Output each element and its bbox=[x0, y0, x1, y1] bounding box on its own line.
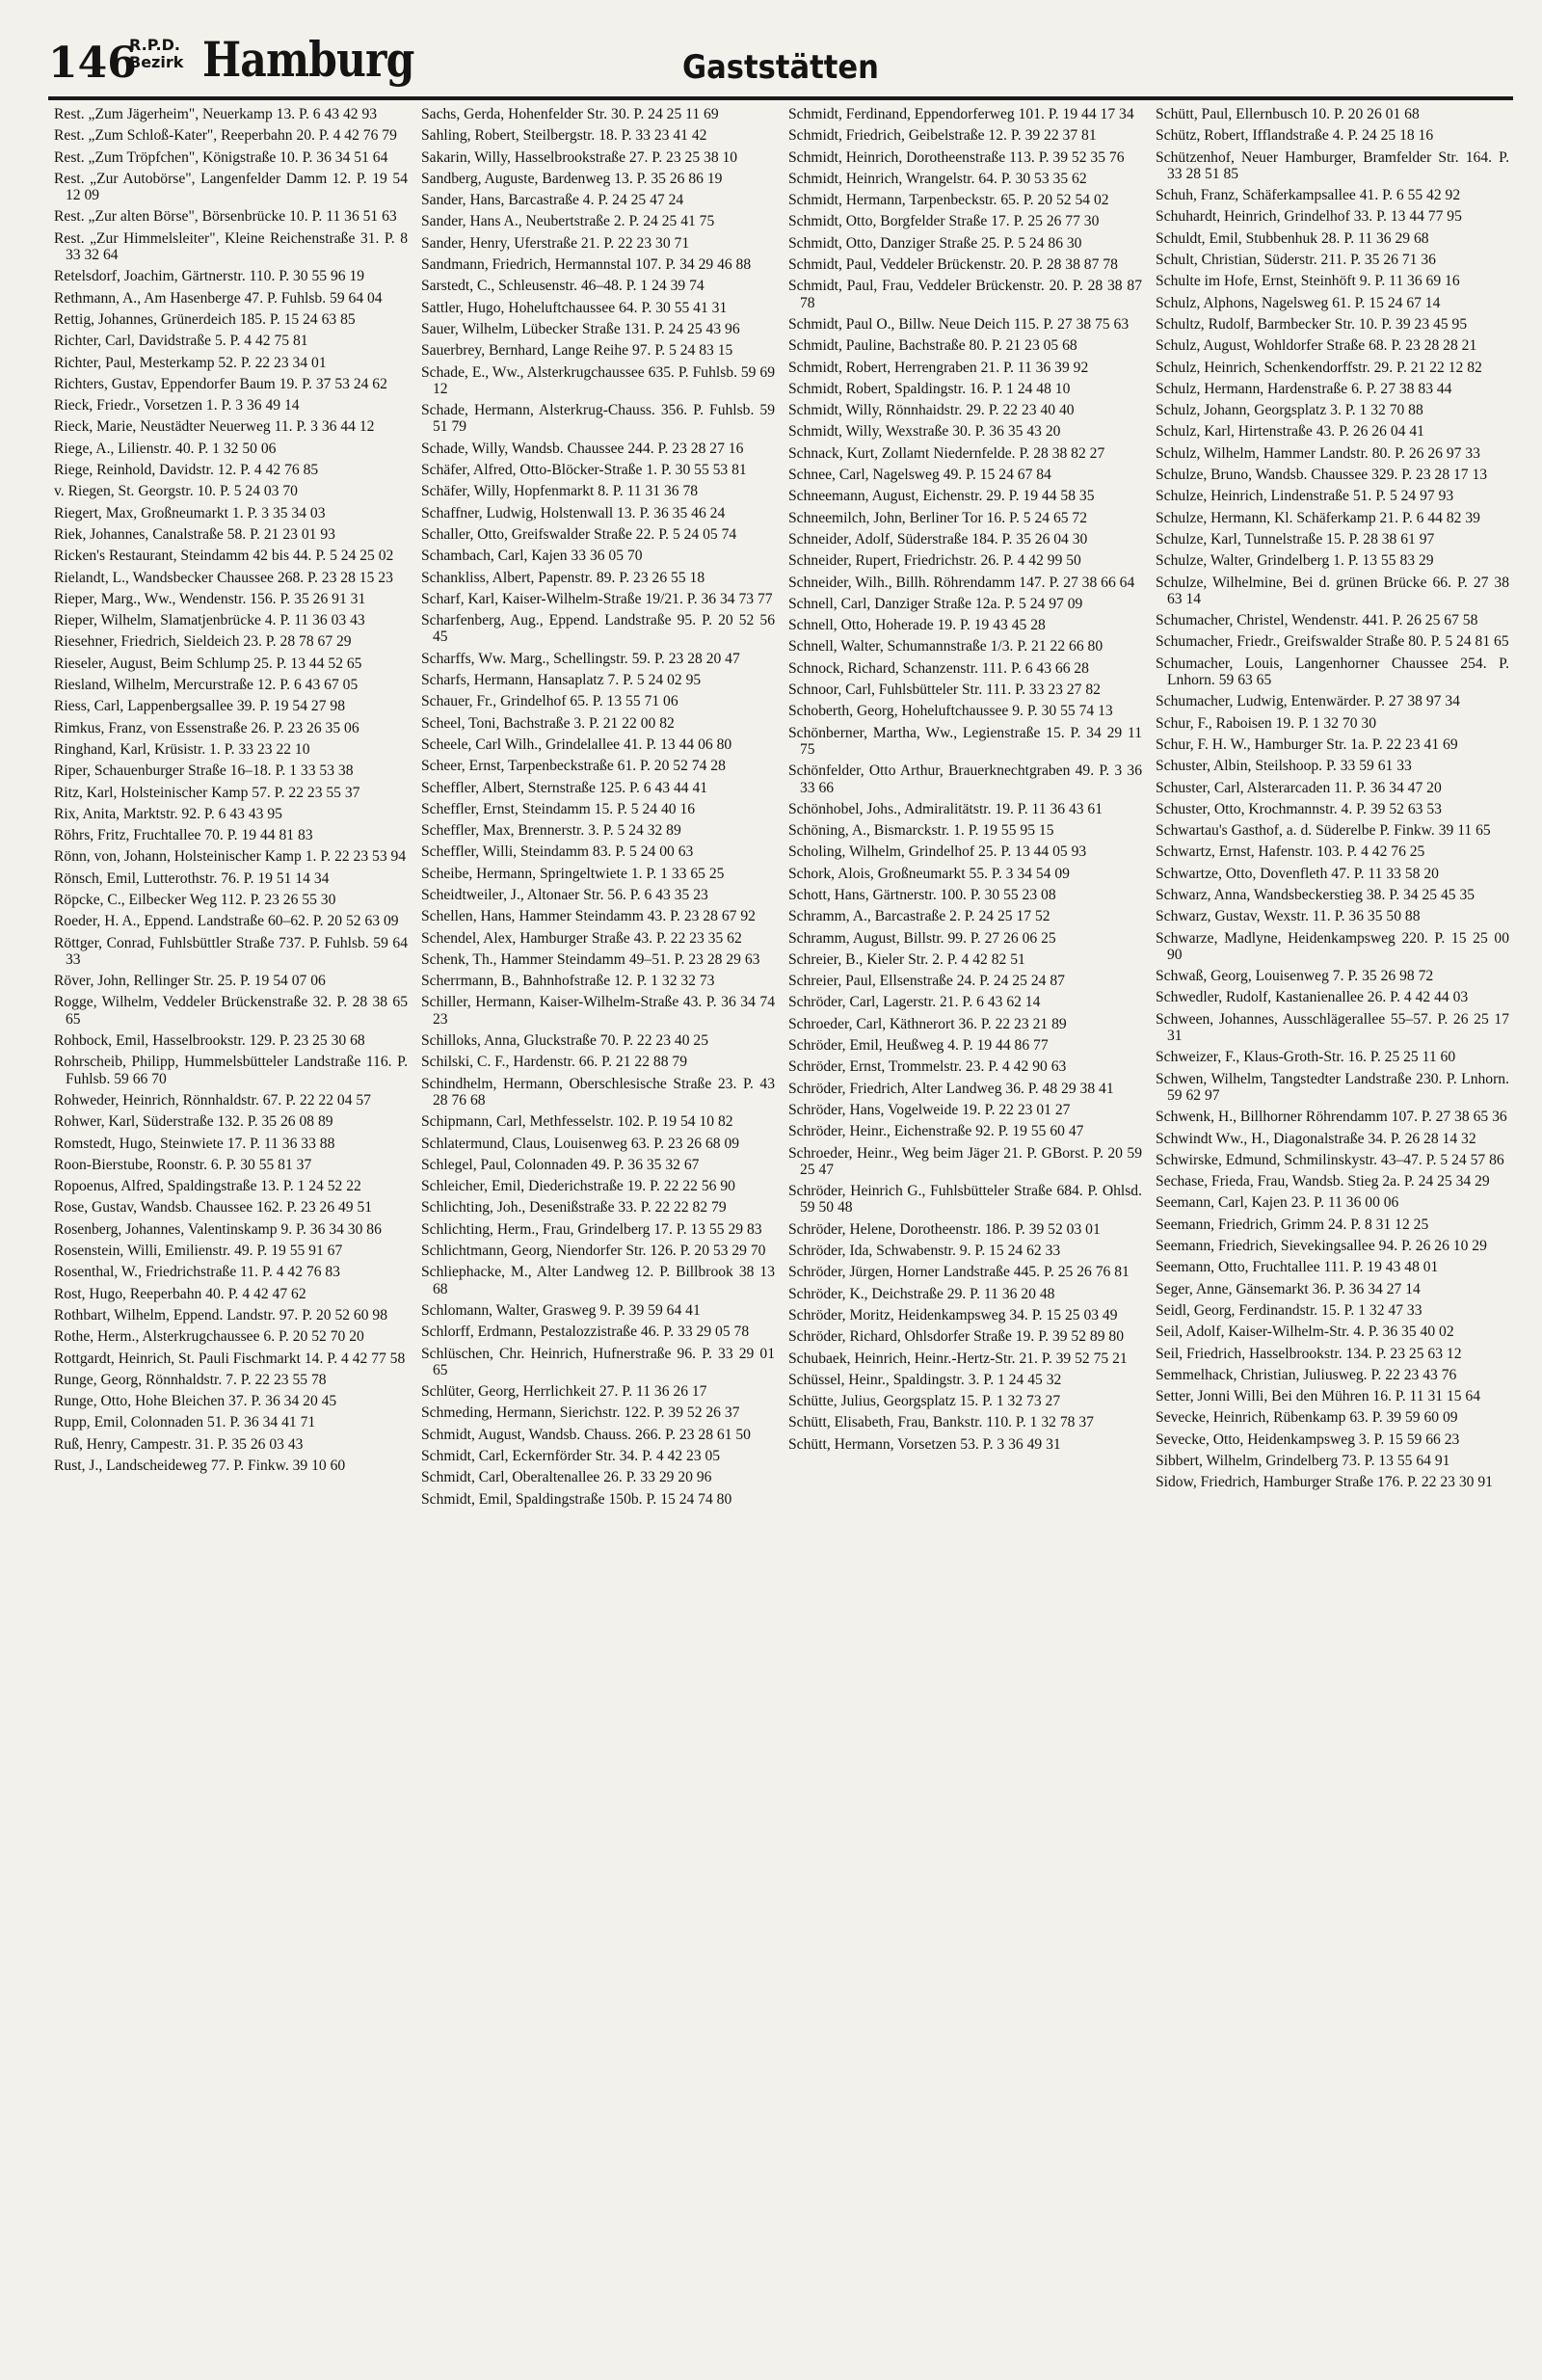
listing-entry: Roeder, H. A., Eppend. Landstraße 60–62. P. 20 52 63 09 bbox=[54, 913, 399, 930]
header-rule bbox=[48, 96, 1513, 100]
listing-entry: Schultz, Rudolf, Barmbecker Str. 10. P. 39 23 45 95 bbox=[1156, 315, 1468, 333]
listing-entry: Schneemilch, John, Berliner Tor 16. P. 5 24 65 72 bbox=[788, 509, 1088, 526]
listing-entry: Ropoenus, Alfred, Spaldingstraße 13. P. 1 24 52 22 bbox=[54, 1178, 361, 1195]
listing-entry: Rieseler, August, Beim Schlump 25. P. 13 44 52 65 bbox=[54, 655, 362, 672]
listing-entry: Schnell, Otto, Hoherade 19. P. 19 43 45 28 bbox=[788, 617, 1046, 634]
listing-entry: Schulz, August, Wohldorfer Straße 68. P. 23 28 28 21 bbox=[1156, 337, 1477, 355]
listing-entry: Riek, Johannes, Canalstraße 58. P. 21 23 01 93 bbox=[54, 525, 335, 543]
listing-entry: Seil, Adolf, Kaiser-Wilhelm-Str. 4. P. 36 35 40 02 bbox=[1156, 1324, 1454, 1341]
listing-entry: Schulz, Johann, Georgsplatz 3. P. 1 32 70 88 bbox=[1156, 402, 1423, 419]
listing-entry: Schwarz, Anna, Wandsbeckerstieg 38. P. 34 25 45 35 bbox=[1156, 886, 1476, 903]
listing-entry: Schmidt, August, Wandsb. Chauss. 266. P. 23 28 61 50 bbox=[421, 1426, 751, 1443]
listing-entry: Schmidt, Robert, Spaldingstr. 16. P. 1 24 48 10 bbox=[788, 380, 1071, 397]
listing-entry: Schnell, Walter, Schumannstraße 1/3. P. 21 22 66 80 bbox=[788, 638, 1103, 655]
listing-entry: Schuhardt, Heinrich, Grindelhof 33. P. 13 44 77 95 bbox=[1156, 208, 1462, 226]
listing-entry: Schwartze, Otto, Dovenfleth 47. P. 11 33 58 20 bbox=[1156, 865, 1439, 882]
listing-entry: Röhrs, Fritz, Fruchtallee 70. P. 19 44 81 83 bbox=[54, 827, 313, 844]
listing-entry: Schütt, Paul, Ellernbusch 10. P. 20 26 01 68 bbox=[1156, 106, 1420, 122]
listing-entry: Sakarin, Willy, Hasselbrookstraße 27. P. 23 25 38 10 bbox=[421, 148, 738, 166]
listing-entry: Schmidt, Emil, Spaldingstraße 150b. P. 15 24 74 80 bbox=[421, 1490, 732, 1508]
listing-entry: Scholing, Wilhelm, Grindelhof 25. P. 13 44 05 93 bbox=[788, 843, 1087, 861]
listing-entry: Schmidt, Heinrich, Wrangelstr. 64. P. 30 53 35 62 bbox=[788, 170, 1087, 187]
listing-entry: Schröder, Helene, Dorotheenstr. 186. P. 39 52 03 01 bbox=[788, 1220, 1101, 1238]
listing-entry: Rogge, Wilhelm, Veddeler Brückenstraße 32. P. 28 38 65 65 bbox=[54, 994, 408, 1028]
listing-columns bbox=[54, 106, 1509, 2352]
listing-entry: Scheffler, Albert, Sternstraße 125. P. 6 43 44 41 bbox=[421, 779, 708, 796]
listing-entry: v. Riegen, St. Georgstr. 10. P. 5 24 03 70 bbox=[54, 483, 298, 500]
listing-entry: Riegert, Max, Großneumarkt 1. P. 3 35 34 03 bbox=[54, 504, 326, 521]
listing-entry: Schulze, Wilhelmine, Bei d. grünen Brücke 66. P. 27 38 63 14 bbox=[1156, 574, 1509, 607]
listing-entry: Schmidt, Hermann, Tarpenbeckstr. 65. P. 20 52 54 02 bbox=[788, 192, 1109, 209]
listing-entry: Schwartau's Gasthof, a. d. Süderelbe P. Finkw. 39 11 65 bbox=[1156, 822, 1491, 840]
district-label-line-1: R.P.D. bbox=[129, 36, 180, 54]
listing-entry: Schröder, Richard, Ohlsdorfer Straße 19. P. 39 52 89 80 bbox=[788, 1328, 1125, 1346]
listing-entry: Röpcke, C., Eilbecker Weg 112. P. 23 26 55 30 bbox=[54, 891, 336, 908]
listing-entry: Rönn, von, Johann, Holsteinischer Kamp 1. P. 22 23 53 94 bbox=[54, 848, 407, 866]
listing-entry: Scheidtweiler, J., Altonaer Str. 56. P. 6 43 35 23 bbox=[421, 886, 708, 903]
listing-entry: Schulz, Karl, Hirtenstraße 43. P. 26 26 04 41 bbox=[1156, 423, 1424, 441]
listing-entry: Schreier, Paul, Ellsenstraße 24. P. 24 25 24 87 bbox=[788, 973, 1065, 990]
listing-entry: Riesland, Wilhelm, Mercurstraße 12. P. 6 43 67 05 bbox=[54, 677, 359, 694]
listing-entry: Schnee, Carl, Nagelsweg 49. P. 15 24 67 84 bbox=[788, 467, 1051, 484]
listing-entry: Scharfs, Hermann, Hansaplatz 7. P. 5 24 02 95 bbox=[421, 672, 702, 689]
listing-entry: Schoberth, Georg, Hoheluftchaussee 9. P. 30 55 74 13 bbox=[788, 703, 1113, 720]
listing-entry: Sechase, Frieda, Frau, Wandsb. Stieg 2a. P. 24 25 34 29 bbox=[1156, 1173, 1490, 1190]
listing-entry: Riege, Reinhold, Davidstr. 12. P. 4 42 76 85 bbox=[54, 462, 319, 479]
listing-entry: Schur, F., Raboisen 19. P. 1 32 70 30 bbox=[1156, 714, 1377, 732]
listing-entry: Schuster, Albin, Steilshoop. P. 33 59 61 33 bbox=[1156, 758, 1412, 775]
listing-entry: Rothe, Herm., Alsterkrugchaussee 6. P. 20 52 70 20 bbox=[54, 1328, 364, 1346]
listing-entry: Schröder, Ida, Schwabenstr. 9. P. 15 24 62 33 bbox=[788, 1243, 1061, 1260]
listing-entry: Schlatermund, Claus, Louisenweg 63. P. 23 26 68 09 bbox=[421, 1135, 740, 1152]
listing-entry: Schmeding, Hermann, Sierichstr. 122. P. 39 52 26 37 bbox=[421, 1404, 740, 1422]
listing-entry: Schmidt, Friedrich, Geibelstraße 12. P. 39 22 37 81 bbox=[788, 127, 1097, 145]
listing-entry: Schütt, Hermann, Vorsetzen 53. P. 3 36 49 31 bbox=[788, 1435, 1061, 1453]
listing-entry: Schütt, Elisabeth, Frau, Bankstr. 110. P. 1 32 78 37 bbox=[788, 1414, 1094, 1431]
listing-entry: Schaffner, Ludwig, Holstenwall 13. P. 36 35 46 24 bbox=[421, 504, 726, 521]
listing-entry: Schmidt, Paul, Frau, Veddeler Brückenstr. 20. P. 28 38 87 78 bbox=[788, 278, 1142, 311]
listing-entry: Schneider, Adolf, Süderstraße 184. P. 35 26 04 30 bbox=[788, 530, 1088, 548]
listing-entry: Schnell, Carl, Danziger Straße 12a. P. 5 24 97 09 bbox=[788, 595, 1083, 612]
listing-entry: Schneider, Rupert, Friedrichstr. 26. P. 4 42 99 50 bbox=[788, 552, 1081, 570]
listing-entry: Romstedt, Hugo, Steinwiete 17. P. 11 36 33 88 bbox=[54, 1135, 335, 1152]
listing-entry: Schmidt, Paul, Veddeler Brückenstr. 20. P. 28 38 87 78 bbox=[788, 256, 1118, 274]
listing-entry: Schuster, Carl, Alsterarcaden 11. P. 36 34 47 20 bbox=[1156, 779, 1442, 796]
listing-entry: Scheel, Toni, Bachstraße 3. P. 21 22 00 82 bbox=[421, 714, 675, 732]
listing-entry: Seemann, Otto, Fruchtallee 111. P. 19 43 48 01 bbox=[1156, 1259, 1439, 1276]
listing-entry: Schuldt, Emil, Stubbenhuk 28. P. 11 36 29 68 bbox=[1156, 229, 1429, 247]
district-label-line-2: Bezirk bbox=[129, 53, 184, 71]
listing-entry: Retelsdorf, Joachim, Gärtnerstr. 110. P. 30 55 96 19 bbox=[54, 268, 365, 285]
listing-entry: Schumacher, Louis, Langenhorner Chaussee 254. P. Lnhorn. 59 63 65 bbox=[1156, 655, 1509, 689]
listing-column-2 bbox=[421, 106, 775, 2352]
listing-entry: Schmidt, Otto, Danziger Straße 25. P. 5 24 86 30 bbox=[788, 234, 1082, 252]
listing-entry: Semmelhack, Christian, Juliusweg. P. 22 23 43 76 bbox=[1156, 1366, 1457, 1383]
listing-entry: Schleicher, Emil, Diederichstraße 19. P. 22 22 56 90 bbox=[421, 1178, 735, 1195]
listing-entry: Sandmann, Friedrich, Hermannstal 107. P. 34 29 46 88 bbox=[421, 256, 752, 274]
listing-entry: Schwarz, Gustav, Wexstr. 11. P. 36 35 50 88 bbox=[1156, 908, 1421, 925]
listing-entry: Schnock, Richard, Schanzenstr. 111. P. 6 43 66 28 bbox=[788, 659, 1089, 677]
listing-entry: Schröder, Heinr., Eichenstraße 92. P. 19 55 60 47 bbox=[788, 1123, 1084, 1140]
listing-entry: Rosenstein, Willi, Emilienstr. 49. P. 19 55 91 67 bbox=[54, 1243, 343, 1260]
listing-entry: Scheibe, Hermann, Springeltwiete 1. P. 1 33 65 25 bbox=[421, 865, 725, 882]
listing-entry: Scheer, Ernst, Tarpenbeckstraße 61. P. 20 52 74 28 bbox=[421, 758, 726, 775]
listing-entry: Scharffs, Ww. Marg., Schellingstr. 59. P. 23 28 20 47 bbox=[421, 650, 740, 667]
listing-entry: Schade, Hermann, Alsterkrug-Chauss. 356. P. Fuhlsb. 59 51 79 bbox=[421, 402, 775, 436]
section-title: Gaststätten bbox=[682, 48, 879, 87]
listing-entry: Schröder, Emil, Heußweg 4. P. 19 44 86 77 bbox=[788, 1037, 1049, 1055]
listing-entry: Sandberg, Auguste, Bardenweg 13. P. 35 26 86 19 bbox=[421, 170, 723, 187]
listing-entry: Schmidt, Pauline, Bachstraße 80. P. 21 23 05 68 bbox=[788, 337, 1077, 355]
listing-entry: Schlichting, Joh., Desenißstraße 33. P. 22 22 82 79 bbox=[421, 1199, 727, 1217]
listing-entry: Sevecke, Heinrich, Rübenkamp 63. P. 39 59 60 09 bbox=[1156, 1409, 1458, 1427]
listing-entry: Schröder, Hans, Vogelweide 19. P. 22 23 01 27 bbox=[788, 1101, 1071, 1118]
listing-entry: Sevecke, Otto, Heidenkampsweg 3. P. 15 59 66 23 bbox=[1156, 1431, 1460, 1448]
listing-entry: Sachs, Gerda, Hohenfelder Str. 30. P. 24 25 11 69 bbox=[421, 106, 719, 122]
listing-entry: Schumacher, Friedr., Greifswalder Straße 80. P. 5 24 81 65 bbox=[1156, 633, 1509, 651]
listing-entry: Schubaek, Heinrich, Heinr.-Hertz-Str. 21. P. 39 52 75 21 bbox=[788, 1350, 1128, 1367]
listing-entry: Schmidt, Otto, Borgfelder Straße 17. P. 25 26 77 30 bbox=[788, 213, 1100, 230]
listing-entry: Rieper, Wilhelm, Slamatjenbrücke 4. P. 11 36 03 43 bbox=[54, 612, 365, 629]
listing-entry: Schmidt, Paul O., Billw. Neue Deich 115. P. 27 38 75 63 bbox=[788, 315, 1130, 333]
listing-entry: Seidl, Georg, Ferdinandstr. 15. P. 1 32 47 33 bbox=[1156, 1301, 1422, 1319]
listing-entry: Rest. „Zur Himmelsleiter", Kleine Reichenstraße 31. P. 8 33 32 64 bbox=[54, 229, 408, 264]
listing-entry: Ricken's Restaurant, Steindamm 42 bis 44. P. 5 24 25 02 bbox=[54, 548, 394, 565]
listing-entry: Rohwer, Karl, Süderstraße 132. P. 35 26 08 89 bbox=[54, 1113, 333, 1131]
listing-entry: Schulze, Hermann, Kl. Schäferkamp 21. P. 6 44 82 39 bbox=[1156, 509, 1480, 526]
listing-entry: Rethmann, A., Am Hasenberge 47. P. Fuhlsb. 59 64 04 bbox=[54, 289, 383, 307]
listing-entry: Schützenhof, Neuer Hamburger, Bramfelder Str. 164. P. 33 28 51 85 bbox=[1156, 148, 1509, 182]
listing-entry: Riege, A., Lilienstr. 40. P. 1 32 50 06 bbox=[54, 440, 277, 457]
listing-column-4 bbox=[1156, 106, 1509, 2352]
listing-entry: Schramm, August, Billstr. 99. P. 27 26 06 25 bbox=[788, 929, 1056, 947]
listing-entry: Scheffler, Ernst, Steindamm 15. P. 5 24 40 16 bbox=[421, 800, 696, 817]
listing-entry: Schramm, A., Barcastraße 2. P. 24 25 17 52 bbox=[788, 908, 1050, 925]
listing-entry: Scherrmann, B., Bahnhofstraße 12. P. 1 32 32 73 bbox=[421, 973, 715, 990]
listing-entry: Schröder, K., Deichstraße 29. P. 11 36 20 48 bbox=[788, 1285, 1055, 1302]
listing-entry: Seger, Anne, Gänsemarkt 36. P. 36 34 27 14 bbox=[1156, 1280, 1421, 1297]
listing-column-1 bbox=[54, 106, 408, 2352]
listing-entry: Schweizer, F., Klaus-Groth-Str. 16. P. 25 25 11 60 bbox=[1156, 1049, 1456, 1066]
listing-entry: Schulte im Hofe, Ernst, Steinhöft 9. P. 11 36 69 16 bbox=[1156, 273, 1460, 290]
listing-entry: Seemann, Friedrich, Sievekingsallee 94. P. 26 26 10 29 bbox=[1156, 1238, 1487, 1255]
listing-entry: Schindhelm, Hermann, Oberschlesische Straße 23. P. 43 28 76 68 bbox=[421, 1075, 775, 1109]
listing-entry: Schilski, C. F., Hardenstr. 66. P. 21 22 88 79 bbox=[421, 1054, 687, 1071]
listing-entry: Schuster, Otto, Krochmannstr. 4. P. 39 52 63 53 bbox=[1156, 800, 1442, 817]
listing-entry: Schröder, Ernst, Trommelstr. 23. P. 4 42 90 63 bbox=[788, 1058, 1067, 1076]
listing-entry: Schnack, Kurt, Zollamt Niedernfelde. P. 28 38 82 27 bbox=[788, 444, 1105, 462]
listing-entry: Sander, Hans A., Neubertstraße 2. P. 24 25 41 75 bbox=[421, 213, 715, 230]
listing-entry: Schroeder, Heinr., Weg beim Jäger 21. P. GBorst. P. 20 59 25 47 bbox=[788, 1144, 1142, 1178]
listing-entry: Schambach, Carl, Kajen 33 36 05 70 bbox=[421, 548, 643, 565]
listing-entry: Schönberner, Martha, Ww., Legienstraße 15. P. 34 29 11 75 bbox=[788, 724, 1142, 758]
listing-entry: Riesehner, Friedrich, Sieldeich 23. P. 28 78 67 29 bbox=[54, 633, 352, 651]
listing-entry: Sattler, Hugo, Hoheluftchaussee 64. P. 30 55 41 31 bbox=[421, 299, 728, 316]
listing-entry: Rest. „Zur Autobörse", Langenfelder Damm 12. P. 19 54 12 09 bbox=[54, 170, 408, 204]
listing-entry: Schipmann, Carl, Methfesselstr. 102. P. 19 54 10 82 bbox=[421, 1113, 733, 1131]
listing-entry: Seil, Friedrich, Hasselbrookstr. 134. P. 23 25 63 12 bbox=[1156, 1345, 1462, 1362]
listing-entry: Schlorff, Erdmann, Pestalozzistraße 46. P. 33 29 05 78 bbox=[421, 1324, 750, 1341]
listing-entry: Schwenk, H., Billhorner Röhrendamm 107. P. 27 38 65 36 bbox=[1156, 1109, 1507, 1126]
listing-entry: Schumacher, Ludwig, Entenwärder. P. 27 38 97 34 bbox=[1156, 693, 1460, 710]
listing-entry: Scharf, Karl, Kaiser-Wilhelm-Straße 19/21. P. 36 34 73 77 bbox=[421, 590, 773, 607]
listing-entry: Rimkus, Franz, von Essenstraße 26. P. 23 26 35 06 bbox=[54, 719, 359, 736]
listing-entry: Scheele, Carl Wilh., Grindelallee 41. P. 13 44 06 80 bbox=[421, 735, 732, 753]
listing-entry: Schmidt, Willy, Wexstraße 30. P. 36 35 43 20 bbox=[788, 423, 1061, 441]
listing-entry: Schröder, Jürgen, Horner Landstraße 445. P. 25 26 76 81 bbox=[788, 1264, 1130, 1281]
listing-entry: Schork, Alois, Großneumarkt 55. P. 3 34 54 09 bbox=[788, 865, 1070, 882]
listing-entry: Schröder, Moritz, Heidenkampsweg 34. P. 15 25 03 49 bbox=[788, 1306, 1118, 1324]
listing-entry: Schröder, Carl, Lagerstr. 21. P. 6 43 62 14 bbox=[788, 994, 1041, 1011]
listing-entry: Rose, Gustav, Wandsb. Chaussee 162. P. 23 26 49 51 bbox=[54, 1199, 373, 1217]
listing-entry: Rielandt, L., Wandsbecker Chaussee 268. P. 23 28 15 23 bbox=[54, 569, 393, 586]
listing-entry: Schlüschen, Chr. Heinrich, Hufnerstraße 96. P. 33 29 01 65 bbox=[421, 1345, 775, 1378]
listing-entry: Schulze, Heinrich, Lindenstraße 51. P. 5 24 97 93 bbox=[1156, 488, 1454, 505]
listing-entry: Schott, Hans, Gärtnerstr. 100. P. 30 55 23 08 bbox=[788, 886, 1056, 903]
listing-entry: Schliephacke, M., Alter Landweg 12. P. Billbrook 38 13 68 bbox=[421, 1264, 775, 1297]
listing-entry: Rest. „Zum Tröpfchen", Königstraße 10. P. 36 34 51 64 bbox=[54, 148, 388, 166]
city-name: Hamburg bbox=[202, 31, 414, 88]
listing-entry: Schenk, Th., Hammer Steindamm 49–51. P. 23 28 29 63 bbox=[421, 950, 760, 968]
listing-entry: Rupp, Emil, Colonnaden 51. P. 36 34 41 71 bbox=[54, 1414, 316, 1431]
listing-entry: Schilloks, Anna, Gluckstraße 70. P. 22 23 40 25 bbox=[421, 1032, 709, 1050]
listing-entry: Schulz, Alphons, Nagelsweg 61. P. 15 24 67 14 bbox=[1156, 294, 1441, 311]
listing-entry: Sarstedt, C., Schleusenstr. 46–48. P. 1 24 39 74 bbox=[421, 278, 705, 295]
listing-entry: Schulz, Heinrich, Schenkendorffstr. 29. P. 21 22 12 82 bbox=[1156, 359, 1482, 376]
listing-entry: Schiller, Hermann, Kaiser-Wilhelm-Straße 43. P. 36 34 74 23 bbox=[421, 994, 775, 1028]
listing-entry: Sibbert, Wilhelm, Grindelberg 73. P. 13 55 64 91 bbox=[1156, 1453, 1450, 1469]
listing-entry: Schade, E., Ww., Alsterkrugchaussee 635. P. Fuhlsb. 59 69 12 bbox=[421, 363, 775, 397]
listing-entry: Rust, J., Landscheideweg 77. P. Finkw. 39 10 60 bbox=[54, 1457, 346, 1474]
listing-entry: Schuh, Franz, Schäferkampsallee 41. P. 6 55 42 92 bbox=[1156, 187, 1461, 204]
listing-entry: Schwen, Wilhelm, Tangstedter Landstraße 230. P. Lnhorn. 59 62 97 bbox=[1156, 1070, 1509, 1104]
listing-entry: Scheffler, Willi, Steindamm 83. P. 5 24 00 63 bbox=[421, 843, 694, 861]
listing-entry: Schmidt, Carl, Eckernförder Str. 34. P. 4 42 23 05 bbox=[421, 1448, 721, 1464]
listing-entry: Ritz, Karl, Holsteinischer Kamp 57. P. 22 23 55 37 bbox=[54, 784, 360, 801]
listing-entry: Schlichtmann, Georg, Niendorfer Str. 126. P. 20 53 29 70 bbox=[421, 1243, 766, 1260]
listing-entry: Rest. „Zur alten Börse", Börsenbrücke 10. P. 11 36 51 63 bbox=[54, 208, 397, 226]
listing-entry: Schmidt, Ferdinand, Eppendorferweg 101. P. 19 44 17 34 bbox=[788, 106, 1134, 122]
listing-entry: Sidow, Friedrich, Hamburger Straße 176. P. 22 23 30 91 bbox=[1156, 1474, 1493, 1491]
listing-entry: Schütz, Robert, Ifflandstraße 4. P. 24 25 18 16 bbox=[1156, 127, 1434, 145]
listing-entry: Riess, Carl, Lappenbergsallee 39. P. 19 54 27 98 bbox=[54, 698, 346, 715]
listing-entry: Schendel, Alex, Hamburger Straße 43. P. 22 23 35 62 bbox=[421, 929, 742, 947]
listing-entry: Rest. „Zum Schloß-Kater", Reeperbahn 20. P. 4 42 76 79 bbox=[54, 127, 397, 145]
listing-entry: Schwaß, Georg, Louisenweg 7. P. 35 26 98 72 bbox=[1156, 968, 1434, 985]
listing-entry: Schellen, Hans, Hammer Steindamm 43. P. 23 28 67 92 bbox=[421, 908, 756, 925]
listing-entry: Riper, Schauenburger Straße 16–18. P. 1 33 53 38 bbox=[54, 762, 354, 780]
listing-entry: Schumacher, Christel, Wendenstr. 441. P. 26 25 67 58 bbox=[1156, 612, 1478, 629]
listing-entry: Schlüter, Georg, Herrlichkeit 27. P. 11 36 26 17 bbox=[421, 1383, 707, 1401]
listing-entry: Schäfer, Willy, Hopfenmarkt 8. P. 11 31 36 78 bbox=[421, 483, 699, 500]
listing-entry: Schönfelder, Otto Arthur, Brauerknechtgraben 49. P. 3 36 33 66 bbox=[788, 762, 1142, 796]
listing-entry: Runge, Georg, Rönnhaldstr. 7. P. 22 23 55 78 bbox=[54, 1371, 327, 1388]
listing-entry: Rettig, Johannes, Grünerdeich 185. P. 15 24 63 85 bbox=[54, 310, 356, 328]
listing-entry: Schwartz, Ernst, Hafenstr. 103. P. 4 42 76 25 bbox=[1156, 843, 1425, 861]
listing-entry: Schlegel, Paul, Colonnaden 49. P. 36 35 32 67 bbox=[421, 1156, 700, 1173]
listing-entry: Schlomann, Walter, Grasweg 9. P. 39 59 64 41 bbox=[421, 1301, 701, 1319]
listing-entry: Rost, Hugo, Reeperbahn 40. P. 4 42 47 62 bbox=[54, 1285, 306, 1302]
listing-entry: Schönhobel, Johs., Admiralitätstr. 19. P. 11 36 43 61 bbox=[788, 800, 1103, 817]
listing-entry: Scheffler, Max, Brennerstr. 3. P. 5 24 32 89 bbox=[421, 822, 681, 840]
listing-entry: Rosenberg, Johannes, Valentinskamp 9. P. 36 34 30 86 bbox=[54, 1220, 382, 1238]
listing-entry: Rothbart, Wilhelm, Eppend. Landstr. 97. P. 20 52 60 98 bbox=[54, 1306, 388, 1324]
listing-entry: Rönsch, Emil, Lutterothstr. 76. P. 19 51 14 34 bbox=[54, 869, 330, 887]
listing-entry: Richter, Paul, Mesterkamp 52. P. 22 23 34 01 bbox=[54, 354, 327, 371]
listing-entry: Schütte, Julius, Georgsplatz 15. P. 1 32 73 27 bbox=[788, 1393, 1061, 1410]
listing-entry: Schwindt Ww., H., Diagonalstraße 34. P. 26 28 14 32 bbox=[1156, 1130, 1476, 1147]
listing-entry: Schmidt, Willy, Rönnhaidstr. 29. P. 22 23 40 40 bbox=[788, 402, 1075, 419]
listing-entry: Schult, Christian, Süderstr. 211. P. 35 26 71 36 bbox=[1156, 252, 1436, 269]
listing-entry: Scharfenberg, Aug., Eppend. Landstraße 95. P. 20 52 56 45 bbox=[421, 612, 775, 646]
listing-entry: Schur, F. H. W., Hamburger Str. 1a. P. 22 23 41 69 bbox=[1156, 735, 1458, 753]
listing-entry: Richters, Gustav, Eppendorfer Baum 19. P. 37 53 24 62 bbox=[54, 375, 387, 392]
listing-entry: Rest. „Zum Jägerheim", Neuerkamp 13. P. 6 43 42 93 bbox=[54, 106, 378, 122]
listing-entry: Rosenthal, W., Friedrichstraße 11. P. 4 42 76 83 bbox=[54, 1264, 340, 1281]
listing-entry: Ringhand, Karl, Krüsistr. 1. P. 33 23 22 10 bbox=[54, 740, 310, 758]
listing-entry: Schulze, Bruno, Wandsb. Chaussee 329. P. 23 28 17 13 bbox=[1156, 467, 1488, 484]
listing-entry: Schulz, Hermann, Hardenstraße 6. P. 27 38 83 44 bbox=[1156, 380, 1452, 397]
listing-entry: Schäfer, Alfred, Otto-Blöcker-Straße 1. P. 30 55 53 81 bbox=[421, 462, 747, 479]
listing-entry: Rohweder, Heinrich, Rönnhaldstr. 67. P. 22 22 04 57 bbox=[54, 1091, 371, 1109]
listing-column-3 bbox=[788, 106, 1142, 2352]
listing-entry: Schnoor, Carl, Fuhlsbütteler Str. 111. P. 33 23 27 82 bbox=[788, 682, 1101, 699]
listing-entry: Schulze, Karl, Tunnelstraße 15. P. 28 38 61 97 bbox=[1156, 530, 1435, 548]
listing-entry: Schwarze, Madlyne, Heidenkampsweg 220. P. 15 25 00 90 bbox=[1156, 929, 1509, 963]
listing-entry: Schade, Willy, Wandsb. Chaussee 244. P. 23 28 27 16 bbox=[421, 440, 744, 457]
page-header bbox=[48, 29, 1513, 96]
listing-entry: Richter, Carl, Davidstraße 5. P. 4 42 75 81 bbox=[54, 333, 308, 350]
listing-entry: Schwedler, Rudolf, Kastanienallee 26. P. 4 42 44 03 bbox=[1156, 989, 1469, 1006]
listing-entry: Setter, Jonni Willi, Bei den Mühren 16. P. 11 31 15 64 bbox=[1156, 1388, 1481, 1405]
listing-entry: Roon-Bierstube, Roonstr. 6. P. 30 55 81 37 bbox=[54, 1156, 312, 1173]
listing-entry: Sahling, Robert, Steilbergstr. 18. P. 33 23 41 42 bbox=[421, 127, 707, 145]
listing-entry: Rix, Anita, Marktstr. 92. P. 6 43 43 95 bbox=[54, 805, 282, 822]
listing-entry: Sander, Henry, Uferstraße 21. P. 22 23 30 71 bbox=[421, 234, 690, 252]
listing-entry: Schlichting, Herm., Frau, Grindelberg 17. P. 13 55 29 83 bbox=[421, 1220, 762, 1238]
listing-entry: Rieck, Friedr., Vorsetzen 1. P. 3 36 49 14 bbox=[54, 397, 300, 414]
listing-entry: Rohrscheib, Philipp, Hummelsbütteler Landstraße 116. P. Fuhlsb. 59 66 70 bbox=[54, 1054, 408, 1087]
listing-entry: Schulze, Walter, Grindelberg 1. P. 13 55 83 29 bbox=[1156, 552, 1434, 570]
listing-entry: Schröder, Heinrich G., Fuhlsbütteler Straße 684. P. Ohlsd. 59 50 48 bbox=[788, 1183, 1142, 1217]
listing-entry: Schaller, Otto, Greifswalder Straße 22. P. 5 24 05 74 bbox=[421, 525, 737, 543]
listing-entry: Rieper, Marg., Ww., Wendenstr. 156. P. 35 26 91 31 bbox=[54, 590, 366, 607]
listing-entry: Schneider, Wilh., Billh. Röhrendamm 147. P. 27 38 66 64 bbox=[788, 574, 1135, 591]
listing-entry: Schöning, A., Bismarckstr. 1. P. 19 55 95 15 bbox=[788, 822, 1054, 840]
page-number: 146 bbox=[48, 39, 137, 88]
listing-entry: Rieck, Marie, Neustädter Neuerweg 11. P. 3 36 44 12 bbox=[54, 418, 375, 436]
listing-entry: Seemann, Friedrich, Grimm 24. P. 8 31 12 25 bbox=[1156, 1216, 1429, 1233]
listing-entry: Röttger, Conrad, Fuhlsbüttler Straße 737. P. Fuhlsb. 59 64 33 bbox=[54, 934, 408, 968]
listing-entry: Röver, John, Rellinger Str. 25. P. 19 54 07 06 bbox=[54, 973, 326, 990]
listing-entry: Schmidt, Heinrich, Dorotheenstraße 113. P. 39 52 35 76 bbox=[788, 148, 1125, 166]
listing-entry: Rohbock, Emil, Hasselbrookstr. 129. P. 23 25 30 68 bbox=[54, 1032, 365, 1050]
listing-entry: Schmidt, Robert, Herrengraben 21. P. 11 36 39 92 bbox=[788, 359, 1089, 376]
listing-entry: Schmidt, Carl, Oberaltenallee 26. P. 33 29 20 96 bbox=[421, 1469, 712, 1486]
listing-entry: Schroeder, Carl, Käthnerort 36. P. 22 23 21 89 bbox=[788, 1015, 1067, 1032]
listing-entry: Schulz, Wilhelm, Hammer Landstr. 80. P. 26 26 97 33 bbox=[1156, 444, 1480, 462]
listing-entry: Schreier, B., Kieler Str. 2. P. 4 42 82 51 bbox=[788, 950, 1025, 968]
listing-entry: Runge, Otto, Hohe Bleichen 37. P. 36 34 20 45 bbox=[54, 1393, 337, 1410]
listing-entry: Ruß, Henry, Campestr. 31. P. 35 26 03 43 bbox=[54, 1435, 304, 1453]
listing-entry: Sauerbrey, Bernhard, Lange Reihe 97. P. 5 24 83 15 bbox=[421, 342, 733, 360]
listing-entry: Schankliss, Albert, Papenstr. 89. P. 23 26 55 18 bbox=[421, 569, 705, 586]
listing-entry: Seemann, Carl, Kajen 23. P. 11 36 00 06 bbox=[1156, 1194, 1399, 1212]
listing-entry: Sauer, Wilhelm, Lübecker Straße 131. P. 24 25 43 96 bbox=[421, 320, 740, 337]
listing-entry: Sander, Hans, Barcastraße 4. P. 24 25 47 24 bbox=[421, 192, 684, 209]
listing-entry: Schauer, Fr., Grindelhof 65. P. 13 55 71 06 bbox=[421, 693, 678, 710]
listing-entry: Schüssel, Heinr., Spaldingstr. 3. P. 1 24 45 32 bbox=[788, 1371, 1062, 1388]
listing-entry: Schween, Johannes, Ausschlägerallee 55–57. P. 26 25 17 31 bbox=[1156, 1010, 1509, 1045]
listing-entry: Schneemann, August, Eichenstr. 29. P. 19 44 58 35 bbox=[788, 488, 1095, 505]
listing-entry: Schwirske, Edmund, Schmilinskystr. 43–47. P. 5 24 57 86 bbox=[1156, 1151, 1504, 1168]
listing-entry: Schröder, Friedrich, Alter Landweg 36. P. 48 29 38 41 bbox=[788, 1080, 1114, 1097]
listing-entry: Rottgardt, Heinrich, St. Pauli Fischmarkt 14. P. 4 42 77 58 bbox=[54, 1350, 406, 1367]
